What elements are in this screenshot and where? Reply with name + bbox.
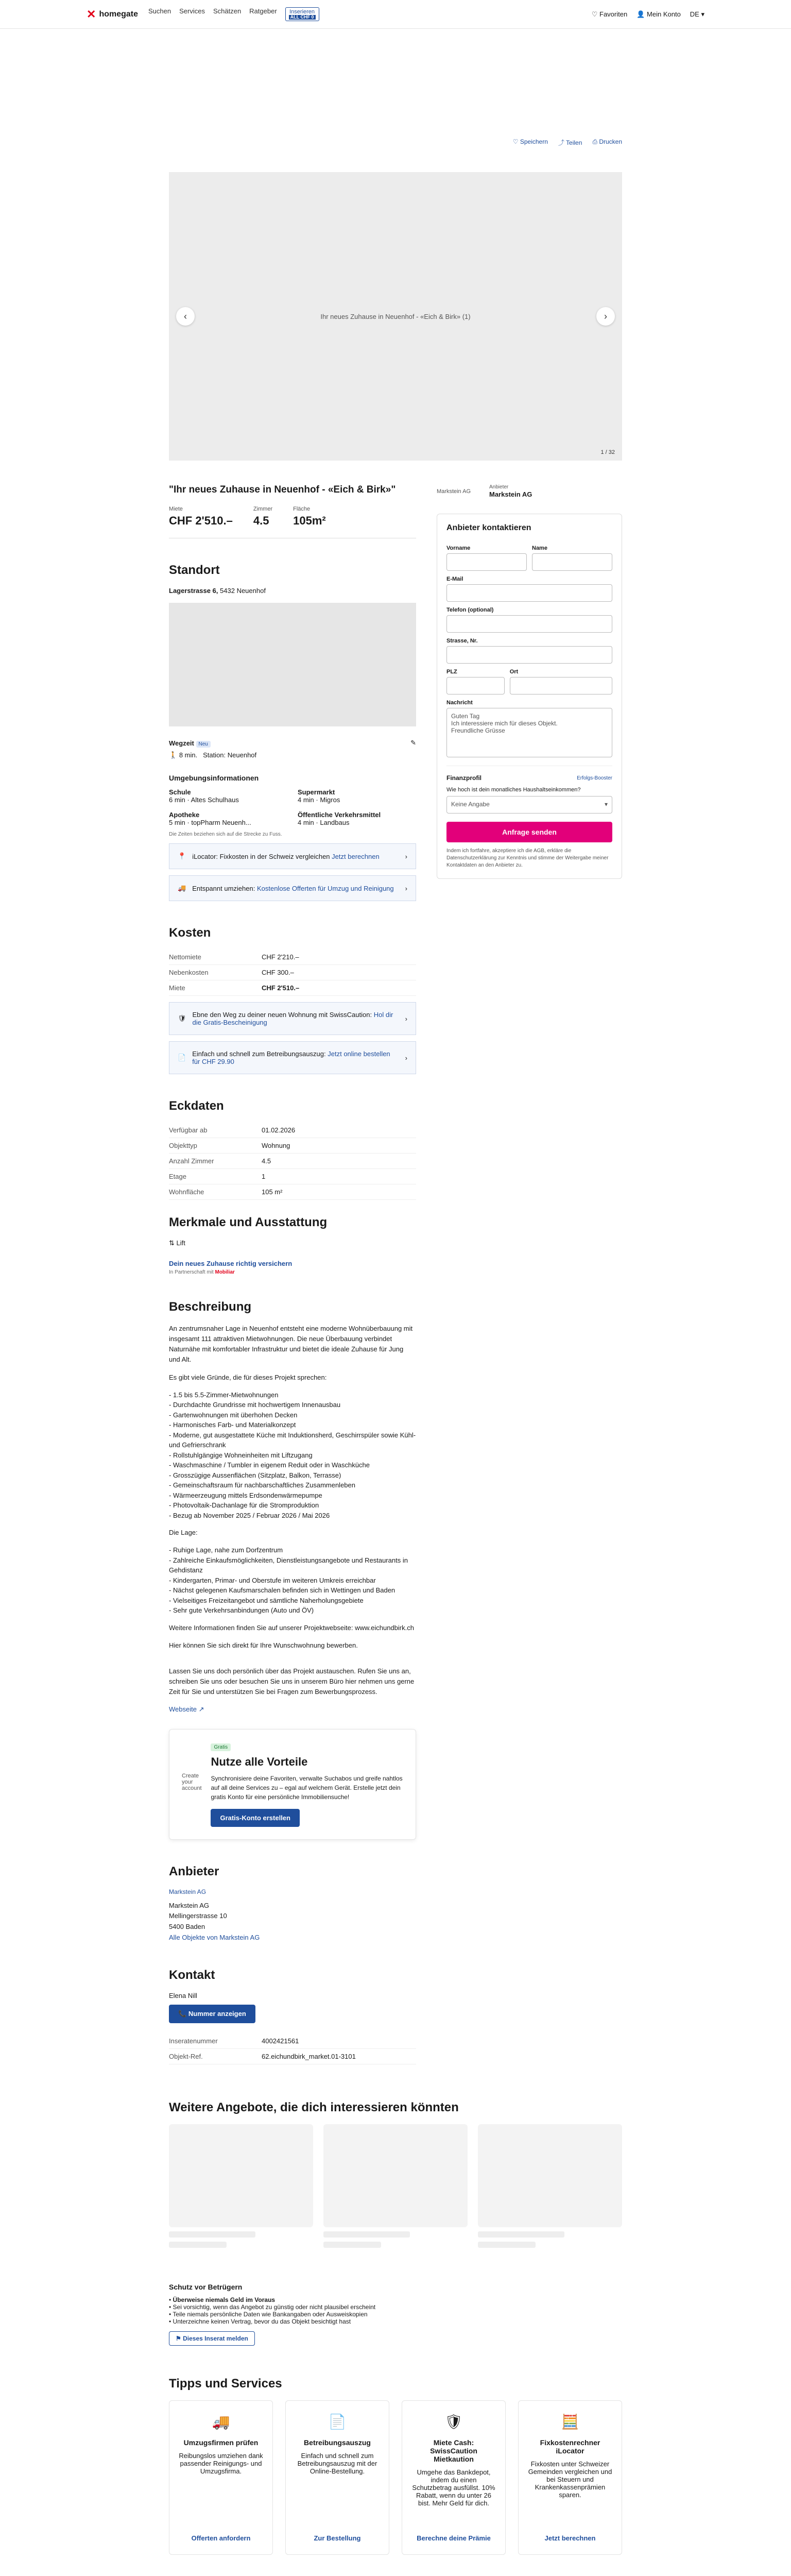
chevron-right-icon: › <box>405 884 407 892</box>
provider-heading: Anbieter <box>169 1864 219 1878</box>
list-item: - 1.5 bis 5.5-Zimmer-Mietwohnungen <box>169 1391 279 1399</box>
nav-schaetzen[interactable]: Schätzen <box>213 7 242 15</box>
list-item: - Sehr gute Verkehrsanbindungen (Auto und ÖV) <box>169 1606 314 1615</box>
tip-card: 🛡 Miete Cash: SwissCaution Mietkaution Umgehe das Bankdepot, indem du einen Schutzbetrag ausfüllst. 10% Rabatt, wenn du unter 26 bist. Mehr Geld für dich. Berechne deine Prämie <box>402 2400 506 2555</box>
account-link[interactable]: 👤 Mein Konto <box>637 10 681 18</box>
contact-form: Anbieter kontaktieren Vorname Name E-Mail Telefon (optional) Strasse, Nr. PLZ Ort Nachricht Guten Tag Ich interessiere mich für dieses Objekt. Freundliche Grüsse Finanzprofil Erfolgs-Booster Wie hoch ist dein monatliches Haushaltseinkommen? Keine Angabe ▾ Anfrage senden Indem ich fortfahre, akzeptiere ich die AGB, erkläre die Datenschutzerklärung zur Kenntnis und stimme der Weitergabe meiner Kontaktdaten an den Anbieter zu. <box>437 514 622 879</box>
contact-name: Elena Nill <box>169 1991 197 1999</box>
cost-row: Nettomiete CHF 2'210.– <box>169 950 416 965</box>
tip-card: 🚚 Umzugsfirmen prüfen Reibungslos umziehen dank passender Reinigungs- und Umzugsfirma. Offerten anfordern <box>169 2400 273 2555</box>
map[interactable] <box>169 603 416 726</box>
offer-skeleton <box>169 2124 313 2252</box>
gallery-next-button[interactable]: › <box>596 307 615 326</box>
cost-row: Miete CHF 2'510.– <box>169 980 416 996</box>
fraud-tip: • Unterzeichne keinen Vertrag, bevor du das Objekt besichtigt hast <box>169 2317 351 2325</box>
env-item: Schule 6 min · Altes Schulhaus <box>169 788 239 804</box>
promo-swisscaution[interactable]: 🛡 Ebne den Weg zu deiner neuen Wohnung mit SwissCaution: Hol dir die Gratis-Bescheinigung › <box>169 1002 416 1035</box>
shield-icon: 🛡 <box>178 1014 186 1022</box>
elevator-icon: ⇅ <box>169 1239 175 1247</box>
insurance-link[interactable]: Dein neues Zuhause richtig versichern <box>169 1260 293 1267</box>
form-heading: Anbieter kontaktieren <box>446 523 531 532</box>
tips-heading: Tipps und Services <box>169 2376 282 2391</box>
key-facts <box>169 506 416 538</box>
env-note: Die Zeiten beziehen sich auf die Strecke zu Fuss. <box>169 832 282 837</box>
calculator-icon: 🧮 <box>561 2413 579 2430</box>
benefits-list <box>169 1390 416 1521</box>
feature-lift: ⇅ Lift <box>169 1239 185 1247</box>
list-item: - Moderne, gut ausgestattete Küche mit Induktionsherd, Geschirrspüler sowie Kühl- und Gefrierschrank <box>169 1431 416 1449</box>
shield-icon: 🛡 <box>444 2413 463 2430</box>
area-fact: Fläche 105m² <box>293 506 326 527</box>
print-button[interactable]: ⎙ Drucken <box>592 138 622 145</box>
form-disclaimer: Indem ich fortfahre, akzeptiere ich die AGB, erkläre die Datenschutzerklärung zur Kenntnis und stimme der Weitergabe meiner Kontaktdaten an den Anbieter zu. <box>446 848 609 868</box>
message-textarea[interactable]: Guten Tag Ich interessiere mich für dieses Objekt. Freundliche Grüsse <box>446 708 612 757</box>
description-heading: Beschreibung <box>169 1300 252 1314</box>
description-body: An zentrumsnaher Lage in Neuenhof entsteht eine moderne Wohnüberbauung mit insgesamt 111 attraktiven Mietwohnungen. Die neue Überbauung verbindet Naturnähe mit komfortabler Infrastruktur und bietet die ideale Zuhause für Jung und Alt. Es gibt viele Gründe, die für dieses Projekt sprechen: - 1.5 bis 5.5-Zimmer-Mietwohnungen - Durchdachte Grundrisse mit hochwertigem Innenausbau - Gartenwohnungen mit überhohen Decken - Harmonisches Farb- und Materialkonzept - Moderne, gut ausgestattete Küche mit Induktionsherd, Geschirrspüler sowie Kühl- und Gefrierschrank - Rollstuhlgängige Wohneinheiten mit Liftzugang - Waschmaschine / Tumbler in eigenem Reduit oder in Waschküche - Grosszügige Aussenflächen (Sitzplatz, Balkon, Terrasse) - Gemeinschaftsraum für nachbarschaftliches Zusammenleben - Wärmeerzeugung mittels Erdsondenwärmepumpe - Photovoltaik-Dachanlage für die Stromproduktion - Bezug ab November 2025 / Februar 2026 / Mai 2026 Die Lage: - Ruhige Lage, nahe zum Dorfzentrum - Zahlreiche Einkaufsmöglichkeiten, Dienstleistungsangebote und Restaurants in Gehdistanz - Kindergarten, Primar- und Oberstufe im weiteren Umkreis erreichbar - Nächst gelegenen Kaufsmarschalen befinden sich in Wettingen und Baden - Vielseitiges Freizeitangebot und sämtliche Naherholungsgebiete - Sehr gute Verkehrsanbindungen (Auto und ÖV) Weitere Informationen finden Sie auf unserer Projektwebseite: www.eichundbirk.ch Hier können Sie sich direkt für Ihre Wunschwohnung bewerben. Lassen Sie uns doch persönlich über das Projekt austauschen. Rufen Sie uns an, schreiben Sie uns oder besuchen Sie uns in unserem Büro hier nehmen uns gerne Zeit für Sie und unterstützen Sie bei Fragen zum Bewerbungsprozess. Webseite ↗ <box>169 1325 416 1713</box>
list-item: - Photovoltaik-Dachanlage für die Stromproduktion <box>169 1501 319 1510</box>
city-input[interactable] <box>510 677 612 694</box>
save-button[interactable]: ♡ Speichern <box>512 138 548 145</box>
costs-heading: Kosten <box>169 926 211 940</box>
provider-objects-link[interactable]: Alle Objekte von Markstein AG <box>169 1933 260 1941</box>
list-item: - Gemeinschaftsraum für nachbarschaftliches Zusammenleben <box>169 1481 355 1489</box>
ref-row: Inseratenummer 4002421561 <box>169 2033 416 2049</box>
list-item: - Durchdachte Grundrisse mit hochwertigem Innenausbau <box>169 1401 341 1409</box>
homegate-logo-icon: ✕ <box>87 7 96 21</box>
offer-skeleton <box>478 2124 622 2252</box>
report-listing-button[interactable]: ⚑ Dieses Inserat melden <box>169 2331 255 2346</box>
submit-request-button[interactable]: Anfrage senden <box>446 822 612 842</box>
lastname-input[interactable] <box>532 553 612 571</box>
chevron-right-icon: › <box>405 1054 407 1062</box>
tips-grid <box>169 2400 622 2555</box>
list-item: - Gartenwohnungen mit überhohen Decken <box>169 1411 298 1419</box>
list-item: - Ruhige Lage, nahe zum Dorfzentrum <box>169 1546 283 1554</box>
site-header <box>0 0 791 29</box>
favorites-link[interactable]: ♡ Favoriten <box>591 10 628 18</box>
partner-line: In Partnerschaft mit Mobiliar <box>169 1269 235 1275</box>
list-item: - Rollstuhlgängige Wohneinheiten mit Liftzugang <box>169 1451 313 1459</box>
show-number-button[interactable]: 📞 Nummer anzeigen <box>169 2005 255 2023</box>
chevron-down-icon: ▾ <box>604 801 608 808</box>
nav-services[interactable]: Services <box>179 7 205 15</box>
env-item: Apotheke 5 min · topPharm Neuenh... <box>169 811 251 826</box>
way-detail: 🚶 8 min. Station: Neuenhof <box>169 751 257 759</box>
truck-icon: 🚚 <box>178 884 186 892</box>
rooms-fact: Zimmer 4.5 <box>253 506 273 527</box>
finance-profile: Finanzprofil Erfolgs-Booster Wie hoch ist dein monatliches Haushaltseinkommen? Keine Angabe ▾ <box>446 766 612 814</box>
more-offers-heading: Weitere Angebote, die dich interessieren könnten <box>169 2100 459 2114</box>
location-list <box>169 1545 416 1616</box>
document-icon: 📄 <box>328 2413 347 2430</box>
list-item: - Vielseitiges Freizeitangebot und sämtliche Naherholungsgebiete <box>169 1596 364 1604</box>
nav-ratgeber[interactable]: Ratgeber <box>249 7 277 15</box>
tip-card: 🧮 Fixkostenrechner iLocator Fixkosten unter Schweizer Gemeinden vergleichen und bei Steuern und Krankenkassenprämien sparen. Jetzt berechnen <box>518 2400 622 2555</box>
rent-fact: Miete CHF 2'510.– <box>169 506 233 527</box>
address: Lagerstrasse 6, 5432 Neuenhof <box>169 587 266 595</box>
env-item: Öffentliche Verkehrsmittel 4 min · Landbaus <box>298 811 381 826</box>
promo-ilocator[interactable]: 📍 iLocator: Fixkosten in der Schweiz vergleichen Jetzt berechnen › <box>169 843 416 869</box>
sidebar <box>437 484 622 2064</box>
fraud-protection: Schutz vor Betrügern • Überweise niemals Geld im Voraus • Sei vorsichtig, wenn das Angebot zu günstig oder nicht plausibel erscheint • Teile niemals persönliche Daten wie Bankangaben oder Ausweiskopien • Unterzeichne keinen Vertrag, bevor du das Objekt besichtigt hast ⚑ Dieses Inserat melden <box>169 2283 622 2346</box>
list-item: - Zahlreiche Einkaufsmöglichkeiten, Dienstleistungsangebote und Restaurants in Gehdistanz <box>169 1556 408 1574</box>
contact-heading: Kontakt <box>169 1968 215 1982</box>
location-icon: 📍 <box>178 852 186 860</box>
new-badge: Neu <box>196 741 211 748</box>
rooms-value: 4.5 <box>253 514 269 527</box>
tip-card: 📄 Betreibungsauszug Einfach und schnell zum Betreibungsauszug mit der Online-Bestellung. Zur Bestellung <box>285 2400 389 2555</box>
promo-umzug[interactable]: 🚚 Entspannt umziehen: Kostenlose Offerten für Umzug und Reinigung › <box>169 875 416 901</box>
agency-logo: Markstein AG <box>437 488 471 495</box>
chevron-right-icon: › <box>405 852 407 860</box>
list-item: - Nächst gelegenen Kaufsmarschalen befinden sich in Wettingen und Baden <box>169 1586 396 1595</box>
detail-row: Etage 1 <box>169 1169 416 1184</box>
website-link[interactable]: Webseite ↗ <box>169 1705 204 1713</box>
offer-skeleton <box>323 2124 468 2252</box>
street-input[interactable] <box>446 646 612 664</box>
location-heading: Standort <box>169 563 220 577</box>
benefits-title: Nutze alle Vorteile <box>211 1755 308 1768</box>
main-nav <box>148 7 319 22</box>
more-offers-list <box>169 2124 622 2252</box>
provider-logo: Markstein AG <box>169 1888 207 1895</box>
cost-row: Nebenkosten CHF 300.– <box>169 965 416 980</box>
create-account-button[interactable]: Gratis-Konto erstellen <box>211 1809 300 1827</box>
env-item: Supermarkt 4 min · Migros <box>298 788 340 804</box>
language-select[interactable]: DE ▾ <box>690 10 704 18</box>
header-actions <box>592 10 704 19</box>
nav-suchen[interactable]: Suchen <box>148 7 171 15</box>
nav-inserieren[interactable]: Inserieren ALL CHF 0 <box>285 7 319 22</box>
objref-row: Objekt-Ref. 62.eichundbirk_market.01-3101 <box>169 2049 416 2064</box>
gratis-badge: Gratis <box>211 1743 231 1751</box>
details-heading: Eckdaten <box>169 1099 224 1113</box>
list-item: - Harmonisches Farb- und Materialkonzept <box>169 1421 296 1429</box>
account-illustration: Create your account <box>182 1772 202 1791</box>
logo[interactable]: ✕ homegate <box>87 7 139 21</box>
income-select[interactable]: Keine Angabe ▾ <box>446 796 612 814</box>
wayzeit-row: Wegzeit Neu ✎ <box>169 739 416 747</box>
benefits-card: Create your account Gratis Nutze alle Vorteile Synchronisiere deine Favoriten, verwalte Suchabos und greife nahtlos auf all deine Services zu – egal auf welchem Gerät. Erstelle jetzt dein gratis Konto für eine persönliche Immobiliensuche! Gratis-Konto erstellen <box>169 1729 416 1840</box>
chevron-right-icon: › <box>405 1014 407 1023</box>
main-column <box>169 484 416 2064</box>
list-item: - Bezug ab November 2025 / Februar 2026 / Mai 2026 <box>169 1511 330 1519</box>
env-grid <box>169 788 416 826</box>
list-item: - Grosszügige Aussenflächen (Sitzplatz, Balkon, Terrasse) <box>169 1471 341 1479</box>
fraud-tip: • Sei vorsichtig, wenn das Angebot zu günstig oder nicht plausibel erscheint <box>169 2303 376 2311</box>
gallery-prev-button[interactable]: ‹ <box>176 307 195 326</box>
gallery-image-alt: Ihr neues Zuhause in Neuenhof - «Eich & Birk» (1) <box>320 312 471 320</box>
detail-row: Objekttyp Wohnung <box>169 1138 416 1154</box>
detail-row: Wohnfläche 105 m² <box>169 1184 416 1200</box>
fraud-tip: • Überweise niemals Geld im Voraus <box>169 2296 276 2303</box>
phone-input[interactable] <box>446 615 612 633</box>
detail-row: Verfügbar ab 01.02.2026 <box>169 1123 416 1138</box>
fraud-tip: • Teile niemals persönliche Daten wie Bankangaben oder Ausweiskopien <box>169 2310 368 2318</box>
promo-betreibung[interactable]: 📄 Einfach und schnell zum Betreibungsauszug: Jetzt online bestellen für CHF 29.90 › <box>169 1041 416 1074</box>
document-icon: 📄 <box>178 1054 186 1061</box>
firstname-input[interactable] <box>446 553 527 571</box>
env-heading: Umgebungsinformationen <box>169 774 259 782</box>
image-gallery[interactable] <box>169 172 622 461</box>
share-button[interactable]: ⤴ Teilen <box>558 139 582 146</box>
truck-icon: 🚚 <box>212 2413 230 2430</box>
email-input[interactable] <box>446 584 612 602</box>
edit-icon[interactable]: ✎ <box>410 739 416 747</box>
zip-input[interactable] <box>446 677 505 694</box>
gallery-counter: 1 / 32 <box>600 449 615 455</box>
listing-toolbar <box>169 29 622 151</box>
booster-badge: Erfolgs-Booster <box>577 775 612 781</box>
list-item: - Wärmeerzeugung mittels Erdsondenwärmepumpe <box>169 1491 322 1499</box>
detail-row: Anzahl Zimmer 4.5 <box>169 1154 416 1169</box>
listing-title: "Ihr neues Zuhause in Neuenhof - «Eich & Birk»" <box>169 484 396 495</box>
agency-block: Markstein AG Anbieter Markstein AG <box>437 484 532 498</box>
features-heading: Merkmale und Ausstattung <box>169 1215 328 1229</box>
provider-info: Markstein AG Mellingerstrasse 10 5400 Baden Alle Objekte von Markstein AG <box>169 1901 260 1941</box>
list-item: - Kindergarten, Primar- und Oberstufe im weiteren Umkreis erreichbar <box>169 1576 376 1584</box>
list-item: - Waschmaschine / Tumbler in eigenem Reduit oder in Waschküche <box>169 1461 370 1469</box>
